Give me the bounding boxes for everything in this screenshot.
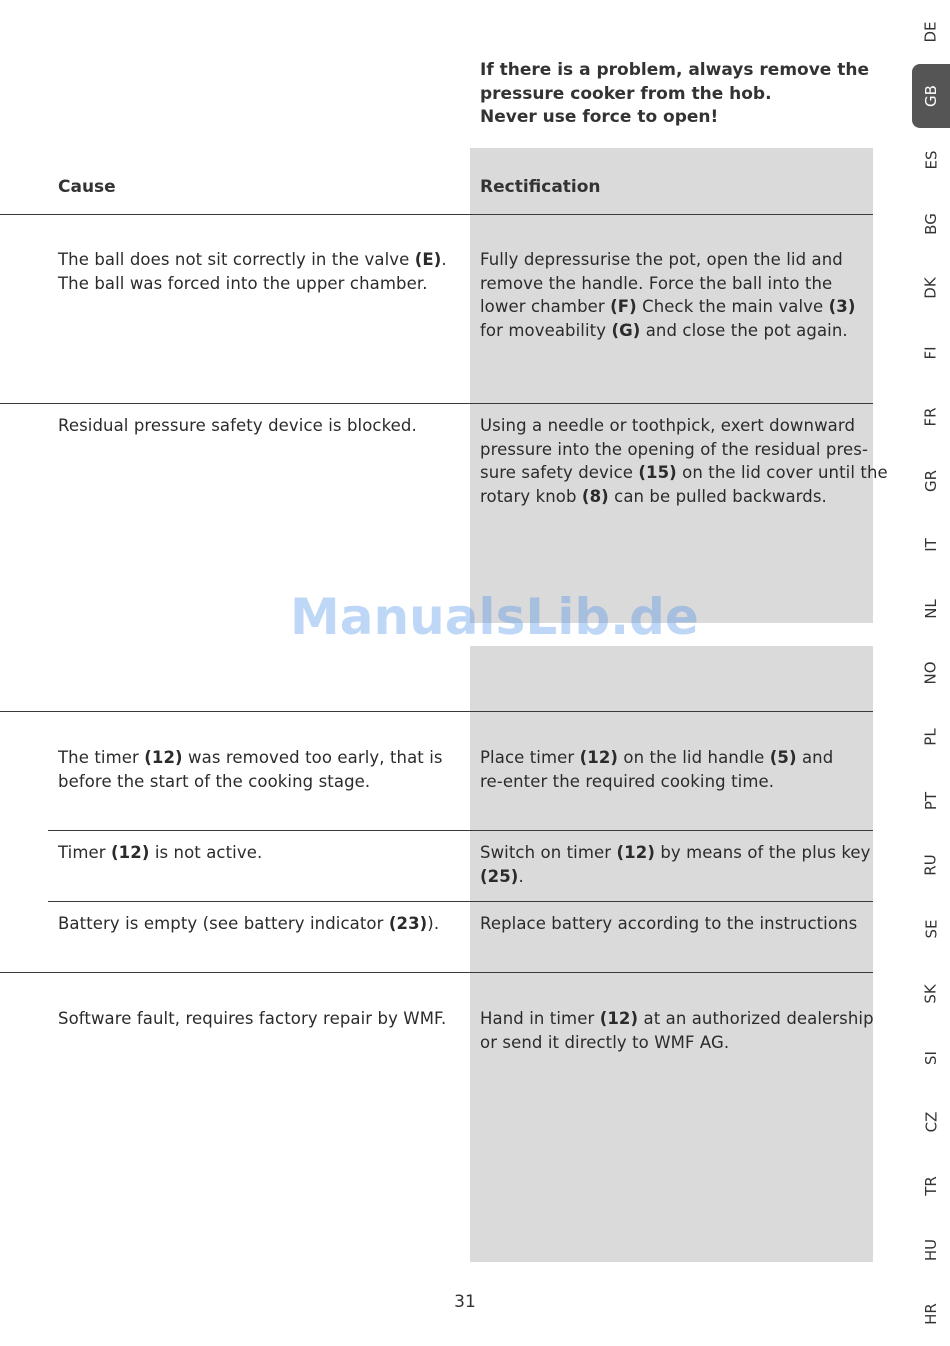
warning-note	[480, 59, 869, 130]
language-tab-label: GB	[921, 85, 940, 108]
language-tab-fr[interactable]	[912, 385, 950, 449]
rectification-cell: Replace battery according to the instructions	[480, 914, 858, 933]
row-divider	[0, 972, 873, 973]
warning-line: Never use force to open!	[480, 107, 719, 127]
language-tab-fi[interactable]	[912, 321, 950, 385]
header-cause: Cause	[58, 177, 116, 197]
row-divider	[0, 711, 873, 712]
language-tab-hu[interactable]	[912, 1218, 950, 1282]
language-tab-label: BG	[922, 213, 940, 236]
watermark: ManualsLib.de	[290, 588, 699, 646]
language-tab-es[interactable]	[912, 128, 950, 192]
language-tab-it[interactable]	[912, 513, 950, 577]
rectification-cell: Switch on timer (12) by means of the plus key (25).	[480, 843, 871, 886]
language-tab-pl[interactable]	[912, 705, 950, 769]
language-tab-pt[interactable]	[912, 769, 950, 833]
language-tab-tr[interactable]	[912, 1154, 950, 1218]
language-tab-sk[interactable]	[912, 962, 950, 1026]
cause-cell: The ball does not sit correctly in the valve (E). The ball was forced into the upper chamber.	[58, 250, 447, 293]
language-tab-de[interactable]	[912, 0, 950, 64]
language-tab-label: HU	[921, 1238, 940, 1262]
language-tab-label: PL	[922, 728, 940, 746]
header-rule	[0, 214, 873, 215]
language-tab-label: FR	[922, 407, 940, 427]
rectification-cell: Hand in timer (12) at an authorized dealership or send it directly to WMF AG.	[480, 1009, 874, 1052]
language-tab-si[interactable]	[912, 1026, 950, 1090]
rectification-cell: Fully depressurise the pot, open the lid and remove the handle. Force the ball into the lower chamber (F) Check the main valve (3) for moveability (G) and close the pot again.	[480, 250, 856, 340]
page-number: 31	[454, 1292, 476, 1312]
language-tab-hr[interactable]	[912, 1282, 950, 1346]
language-tab-label: DK	[921, 277, 940, 300]
rectification-cell: Place timer (12) on the lid handle (5) and re-enter the required cooking time.	[480, 748, 834, 791]
language-tab-label: CZ	[922, 1111, 940, 1133]
language-tab-nl[interactable]	[912, 577, 950, 641]
cause-cell: Battery is empty (see battery indicator (23)).	[58, 914, 440, 933]
cause-cell: Software fault, requires factory repair by WMF.	[58, 1009, 447, 1028]
row-divider	[48, 830, 873, 831]
language-tab-ru[interactable]	[912, 833, 950, 897]
row-divider	[0, 403, 873, 404]
language-tab-cz[interactable]	[912, 1090, 950, 1154]
language-tab-label: IT	[922, 538, 940, 552]
language-tab-label: SK	[921, 983, 940, 1004]
language-tab-gr[interactable]	[912, 449, 950, 513]
language-tab-no[interactable]	[912, 641, 950, 705]
language-tab-label: GR	[921, 469, 940, 492]
rectification-column-bg-top	[470, 148, 873, 623]
language-tab-label: RU	[922, 854, 940, 876]
header-rectification: Rectification	[480, 177, 601, 197]
language-tab-label: SE	[922, 919, 940, 939]
cause-cell: Timer (12) is not active.	[58, 843, 263, 862]
cause-cell: Residual pressure safety device is blocked.	[58, 416, 417, 435]
language-tab-dk[interactable]	[912, 256, 950, 320]
language-tab-bar	[912, 0, 950, 1343]
language-tab-label: FI	[922, 345, 940, 360]
language-tab-se[interactable]	[912, 897, 950, 961]
language-tab-label: SI	[921, 1050, 940, 1065]
language-tab-label: ES	[922, 150, 940, 170]
language-tab-label: NO	[922, 661, 940, 685]
language-tab-label: PT	[922, 792, 940, 811]
warning-line: If there is a problem, always remove the	[480, 60, 869, 80]
rectification-column-bg-bottom	[470, 646, 873, 1262]
cause-cell: The timer (12) was removed too early, that is before the start of the cooking stage.	[58, 748, 443, 791]
warning-line: pressure cooker from the hob.	[480, 83, 772, 104]
language-tab-label: HR	[921, 1303, 940, 1325]
language-tab-bg[interactable]	[912, 192, 950, 256]
language-tab-label: DE	[922, 21, 940, 43]
language-tab-label: NL	[921, 599, 940, 619]
language-tab-label: TR	[922, 1176, 940, 1196]
row-divider	[48, 901, 873, 902]
rectification-cell: Using a needle or toothpick, exert downward pressure into the opening of the residual pres- sure safety device (15) on the lid cover until the rotary knob (8) can be pulled backwards.	[480, 416, 888, 506]
language-tab-gb[interactable]	[912, 64, 950, 128]
